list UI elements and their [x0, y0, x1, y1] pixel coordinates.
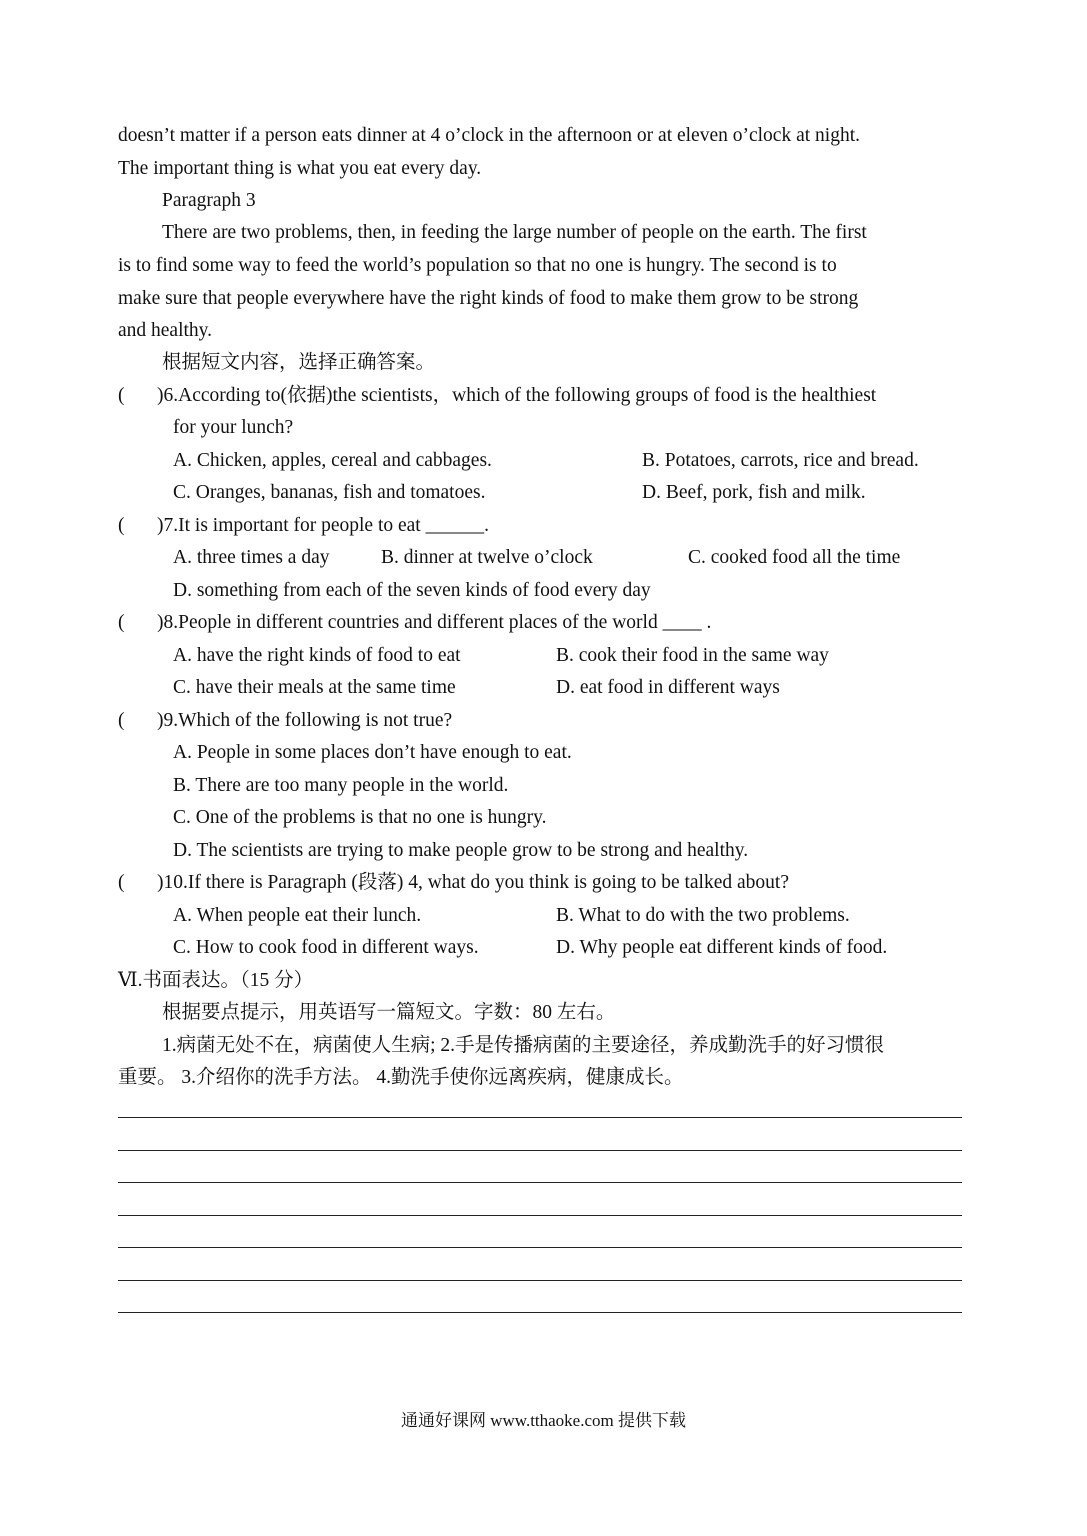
option-b: B. dinner at twelve o’clock — [381, 547, 593, 568]
option-b: B. Potatoes, carrots, rice and bread. — [642, 450, 919, 471]
option-b: B. What to do with the two problems. — [556, 905, 850, 926]
writing-instruction: 根据要点提示，用英语写一篇短文。字数：80 左右。 — [162, 1002, 616, 1023]
option-a: A. When people eat their lunch. — [173, 905, 422, 926]
option-a: A. Chicken, apples, cereal and cabbages. — [173, 450, 492, 471]
passage-line: is to find some way to feed the world’s population so that no one is hungry. The second is to — [118, 255, 837, 276]
question-text: )9.Which of the following is not true? — [157, 710, 453, 731]
writing-points: 1.病菌无处不在，病菌使人生病; 2.手是传播病菌的主要途径，养成勤洗手的好习惯很 — [162, 1035, 885, 1056]
writing-line[interactable] — [118, 1247, 962, 1248]
option-d: D. The scientists are trying to make people grow to be strong and healthy. — [173, 840, 749, 861]
writing-line[interactable] — [118, 1117, 962, 1118]
passage-line: and healthy. — [118, 320, 213, 341]
writing-heading: Ⅵ.书面表达。（15 分） — [118, 970, 314, 991]
option-a: A. three times a day — [173, 547, 330, 568]
option-d: D. Why people eat different kinds of food. — [556, 937, 888, 958]
option-c: C. cooked food all the time — [688, 547, 901, 568]
answer-blank[interactable]: ( — [118, 385, 125, 406]
paragraph-heading: Paragraph 3 — [162, 190, 256, 211]
writing-line[interactable] — [118, 1215, 962, 1216]
answer-blank[interactable]: ( — [118, 515, 125, 536]
option-b: B. cook their food in the same way — [556, 645, 829, 666]
answer-blank[interactable]: ( — [118, 612, 125, 633]
question-text: )10.If there is Paragraph (段落) 4, what do you think is going to be talked about? — [157, 872, 789, 893]
question-text: )6.According to(依据)the scientists，which of the following groups of food is the healthiest — [157, 385, 877, 406]
option-c: C. have their meals at the same time — [173, 677, 456, 698]
passage-line: The important thing is what you eat every day. — [118, 158, 482, 179]
option-d: D. eat food in different ways — [556, 677, 780, 698]
option-c: C. Oranges, bananas, fish and tomatoes. — [173, 482, 486, 503]
writing-line[interactable] — [118, 1280, 962, 1281]
section-instruction: 根据短文内容，选择正确答案。 — [162, 352, 436, 373]
passage-line: doesn’t matter if a person eats dinner at 4 o’clock in the afternoon or at eleven o’clock at night. — [118, 125, 860, 146]
passage-line: make sure that people everywhere have the right kinds of food to make them grow to be strong — [118, 288, 859, 309]
writing-line[interactable] — [118, 1150, 962, 1151]
writing-line[interactable] — [118, 1182, 962, 1183]
passage-line: There are two problems, then, in feeding the large number of people on the earth. The first — [162, 222, 867, 243]
option-b: B. There are too many people in the world. — [173, 775, 509, 796]
question-text: )8.People in different countries and different places of the world ____ . — [157, 612, 712, 633]
option-d: D. Beef, pork, fish and milk. — [642, 482, 866, 503]
option-d: D. something from each of the seven kinds of food every day — [173, 580, 651, 601]
option-a: A. People in some places don’t have enough to eat. — [173, 742, 572, 763]
answer-blank[interactable]: ( — [118, 872, 125, 893]
option-c: C. One of the problems is that no one is hungry. — [173, 807, 547, 828]
option-a: A. have the right kinds of food to eat — [173, 645, 461, 666]
question-text: for your lunch? — [173, 417, 294, 438]
option-c: C. How to cook food in different ways. — [173, 937, 479, 958]
question-text: )7.It is important for people to eat ______. — [157, 515, 489, 536]
page-footer: 通通好课网 www.tthaoke.com 提供下载 — [400, 1411, 687, 1430]
writing-line[interactable] — [118, 1312, 962, 1313]
answer-blank[interactable]: ( — [118, 710, 125, 731]
writing-points: 重要。 3.介绍你的洗手方法。 4.勤洗手使你远离疾病，健康成长。 — [118, 1067, 684, 1088]
